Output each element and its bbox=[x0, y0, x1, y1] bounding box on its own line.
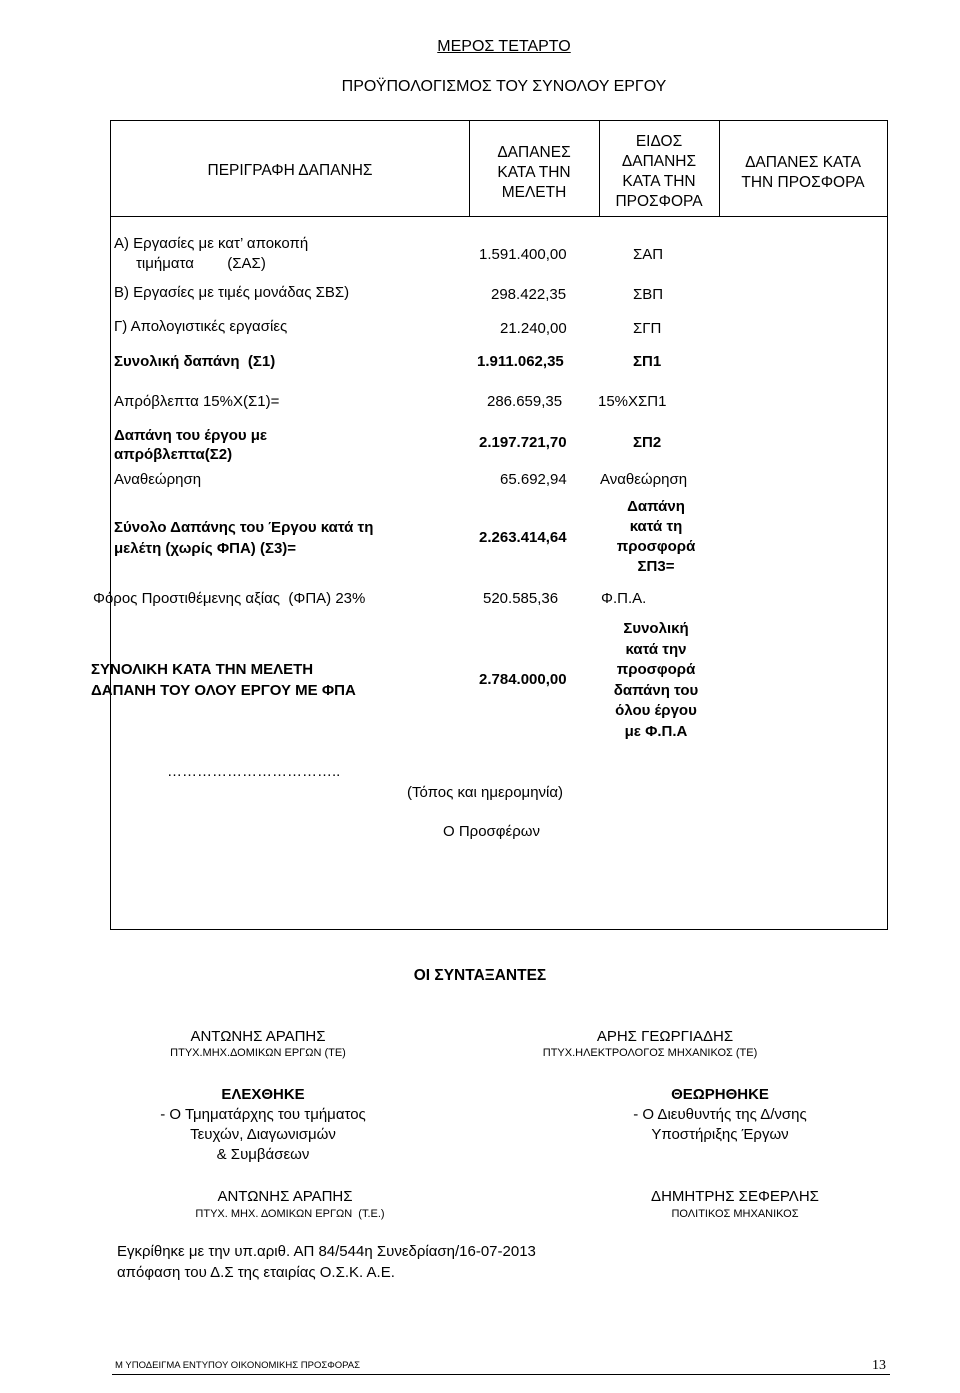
checked-line: & Συμβάσεων bbox=[216, 1146, 310, 1163]
budget-table bbox=[91, 120, 888, 930]
row-kind: ΣΒΠ bbox=[633, 286, 664, 303]
row-description: Φόρος Προστιθέμενης αξίας (ΦΠΑ) 23% bbox=[93, 590, 366, 607]
row-kind-line: κατά τη bbox=[629, 518, 683, 535]
header-offer-line: ΤΗΝ ΠΡΟΣΦΟΡΑ bbox=[741, 174, 865, 191]
row-value: 286.659,35 bbox=[487, 393, 563, 410]
row-kind: Φ.Π.Α. bbox=[601, 590, 647, 607]
row-value: 65.692,94 bbox=[500, 471, 567, 488]
header-kind-line: ΚΑΤΑ ΤΗΝ bbox=[622, 173, 696, 190]
header-offer bbox=[719, 153, 887, 193]
header-kind-line: ΠΡΟΣΦΟΡΑ bbox=[615, 193, 703, 210]
row-kind: ΣΠ1 bbox=[633, 353, 662, 370]
header-kind bbox=[599, 132, 719, 212]
row-kind: ΣΓΠ bbox=[633, 320, 662, 337]
approved-title: ΘΕΩΡΗΘΗΚΕ bbox=[671, 1086, 769, 1103]
place-date-label: (Τόπος και ημερομηνία) bbox=[407, 784, 564, 801]
row-value: 1.911.062,35 bbox=[477, 353, 564, 370]
row-value: 2.197.721,70 bbox=[479, 434, 567, 451]
row-description-line: Δαπάνη του έργου με bbox=[114, 427, 268, 444]
header-study-line: ΜΕΛΕΤΗ bbox=[501, 184, 567, 201]
row-kind-line: Συνολική bbox=[623, 620, 689, 637]
checked-line: Τευχών, Διαγωνισμών bbox=[190, 1126, 336, 1143]
header-study bbox=[469, 143, 599, 203]
row-kind-line: με Φ.Π.Α bbox=[624, 722, 688, 740]
approval-line: Εγκρίθηκε με την υπ.αριθ. ΑΠ 84/544η Συνεδρίαση/16-07-2013 bbox=[117, 1243, 536, 1260]
row-description bbox=[114, 234, 404, 274]
footer-rule bbox=[112, 1374, 890, 1375]
signatory-name: ΑΝΤΩΝΗΣ ΑΡΑΠΗΣ bbox=[190, 1028, 326, 1045]
row-description-line: μελέτη (χωρίς ΦΠΑ) (Σ3)= bbox=[114, 540, 297, 557]
approval-note bbox=[117, 1241, 536, 1283]
header-study-line: ΔΑΠΑΝΕΣ bbox=[497, 144, 571, 161]
checked-block bbox=[148, 1085, 378, 1165]
signatory-name: ΔΗΜΗΤΡΗΣ ΣΕΦΕΡΛΗΣ bbox=[651, 1188, 819, 1205]
row-value: 1.591.400,00 bbox=[479, 246, 567, 263]
row-description-line: ΔΑΠΑΝΗ ΤΟΥ ΟΛΟΥ ΕΡΓΟΥ ΜΕ ΦΠΑ bbox=[91, 682, 356, 699]
row-kind: Αναθεώρηση bbox=[600, 471, 688, 488]
row-description-line: Σύνολο Δαπάνης του Έργου κατά τη bbox=[114, 519, 374, 536]
row-kind: ΣΠ2 bbox=[633, 434, 662, 451]
approved-block bbox=[590, 1085, 850, 1145]
row-value: 298.422,35 bbox=[491, 286, 567, 303]
row-value: 2.263.414,64 bbox=[479, 529, 567, 546]
footer-label: Μ ΥΠΟΔΕΙΓΜΑ ΕΝΤΥΠΟΥ ΟΙΚΟΝΟΜΙΚΗΣ ΠΡΟΣΦΟΡΑΣ bbox=[115, 1360, 361, 1371]
bidder-label: Ο Προσφέρων bbox=[443, 823, 540, 840]
header-kind-line: ΕΙΔΟΣ bbox=[635, 133, 683, 150]
approval-line: απόφαση του Δ.Σ της εταιρίας Ο.Σ.Κ. Α.Ε. bbox=[117, 1264, 395, 1281]
signatory-credential: ΠΤΥΧ. ΜΗΧ. ΔΟΜΙΚΩΝ ΕΡΓΩΝ (Τ.Ε.) bbox=[195, 1208, 385, 1220]
row-description-line: τιμήματα (ΣΑΣ) bbox=[136, 255, 266, 272]
signatories-title: ΟΙ ΣΥΝΤΑΞΑΝΤΕΣ bbox=[413, 967, 547, 984]
row-kind-line: δαπάνη του bbox=[613, 681, 699, 699]
row-description: Συνολική δαπάνη (Σ1) bbox=[114, 353, 276, 370]
header-rule bbox=[111, 216, 887, 217]
row-value: 520.585,36 bbox=[483, 590, 559, 607]
row-value: 2.784.000,00 bbox=[479, 671, 567, 688]
row-description bbox=[91, 659, 356, 701]
row-kind: ΣΑΠ bbox=[633, 246, 664, 263]
checked-title: ΕΛΕΧΘΗΚΕ bbox=[221, 1086, 305, 1103]
header-offer-line: ΔΑΠΑΝΕΣ ΚΑΤΑ bbox=[745, 154, 861, 171]
header-kind-line: ΔΑΠΑΝΗΣ bbox=[621, 153, 697, 170]
row-description bbox=[114, 426, 267, 464]
row-kind-line: Δαπάνη bbox=[627, 498, 685, 515]
row-description-line: ΣΥΝΟΛΙΚΗ ΚΑΤΑ ΤΗΝ ΜΕΛΕΤΗ bbox=[91, 661, 314, 678]
checked-line: - Ο Τμηματάρχης του τμήματος bbox=[160, 1106, 366, 1123]
page-title: ΠΡΟΫΠΟΛΟΓΙΣΜΟΣ ΤΟΥ ΣΥΝΟΛΟΥ ΕΡΓΟΥ bbox=[341, 78, 667, 95]
row-description: Β) Εργασίες με τιμές μονάδας ΣΒΣ) bbox=[114, 284, 350, 301]
approved-line: - Ο Διευθυντής της Δ/νσης bbox=[633, 1106, 807, 1123]
row-kind-line: προσφορά bbox=[616, 538, 696, 555]
row-kind bbox=[601, 497, 711, 577]
signatory-credential: ΠΤΥΧ.ΗΛΕΚΤΡΟΛΟΓΟΣ ΜΗΧΑΝΙΚΟΣ (ΤΕ) bbox=[542, 1047, 758, 1059]
row-value: 21.240,00 bbox=[500, 320, 567, 337]
row-description: Γ) Απολογιστικές εργασίες bbox=[114, 318, 288, 335]
row-kind-line: όλου έργου bbox=[615, 702, 697, 719]
part-heading: ΜΕΡΟΣ ΤΕΤΑΡΤΟ bbox=[437, 38, 571, 55]
row-kind: 15%ΧΣΠ1 bbox=[598, 393, 667, 410]
row-kind-line: ΣΠ3= bbox=[637, 558, 675, 575]
signatory-credential: ΠΤΥΧ.ΜΗΧ.ΔΟΜΙΚΩΝ ΕΡΓΩΝ (ΤΕ) bbox=[170, 1047, 346, 1059]
row-description bbox=[114, 517, 373, 559]
row-description-line: Α) Εργασίες με κατ’ αποκοπή bbox=[114, 235, 309, 252]
row-description-line: απρόβλεπτα(Σ2) bbox=[114, 446, 233, 463]
row-description: Αναθεώρηση bbox=[114, 471, 202, 488]
dotted-line: …………………………….. bbox=[167, 763, 341, 780]
page-number: 13 bbox=[872, 1358, 886, 1373]
row-kind-line: κατά την bbox=[625, 640, 687, 658]
row-kind bbox=[596, 619, 716, 742]
header-description: ΠΕΡΙΓΡΑΦΗ ΔΑΠΑΝΗΣ bbox=[207, 162, 373, 179]
signatory-name: ΑΡΗΣ ΓΕΩΡΓΙΑΔΗΣ bbox=[596, 1028, 734, 1045]
row-kind-line: προσφορά bbox=[616, 661, 696, 678]
signatory-name: ΑΝΤΩΝΗΣ ΑΡΑΠΗΣ bbox=[217, 1188, 353, 1205]
row-description: Απρόβλεπτα 15%Χ(Σ1)= bbox=[114, 393, 280, 410]
signatory-credential: ΠΟΛΙΤΙΚΟΣ ΜΗΧΑΝΙΚΟΣ bbox=[671, 1208, 799, 1220]
header-study-line: ΚΑΤΑ ΤΗΝ bbox=[497, 164, 571, 181]
approved-line: Υποστήριξης Έργων bbox=[651, 1126, 789, 1143]
